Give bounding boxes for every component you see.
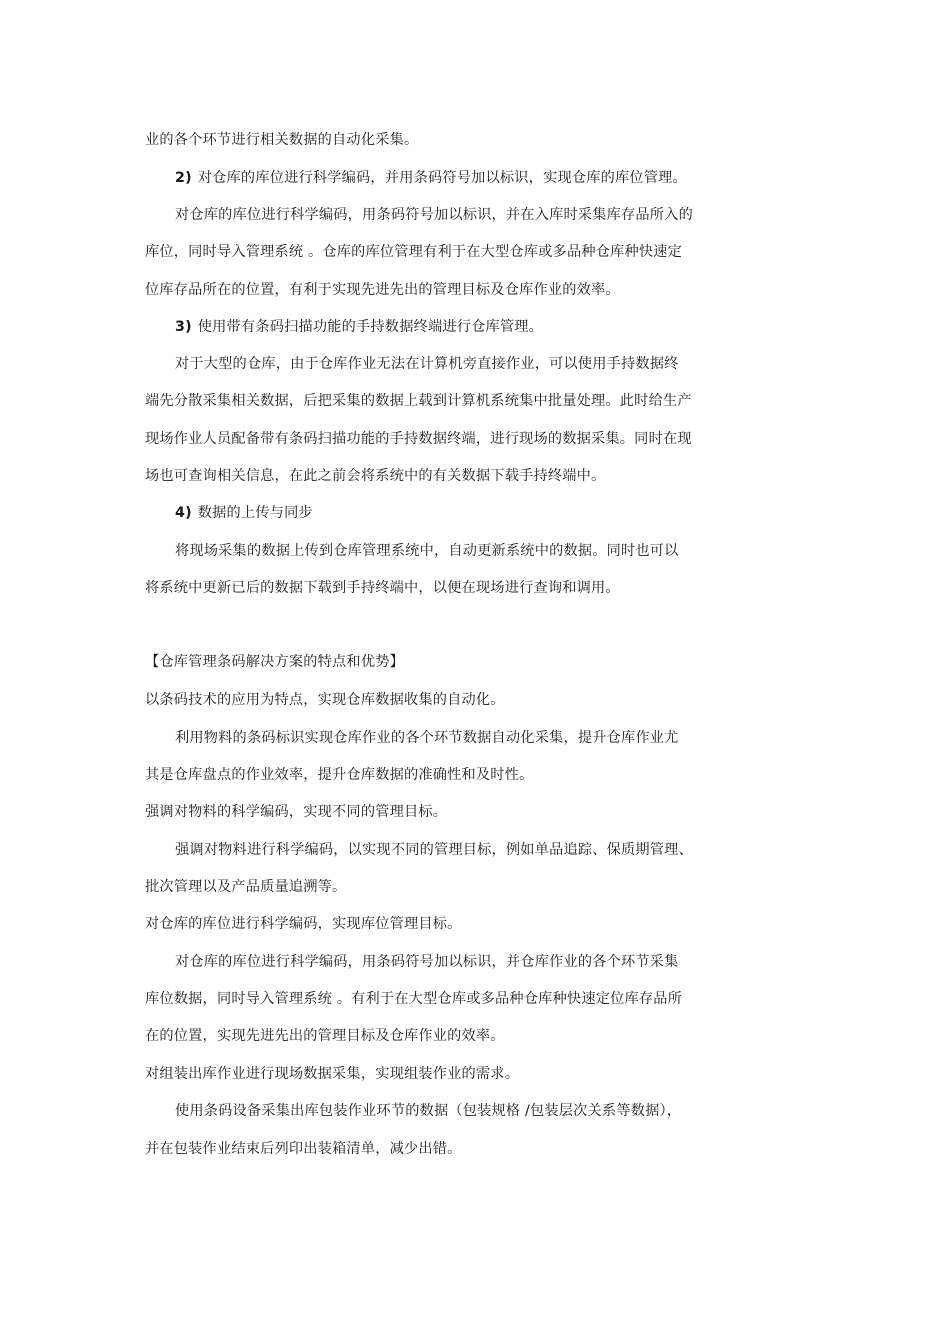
heading-text: 数据的上传与同步	[197, 505, 313, 521]
numbered-heading-2	[175, 168, 687, 188]
numbered-heading-4	[175, 503, 313, 523]
body-text-line: 对仓库的库位进行科学编码，用条码符号加以标识，并仓库作业的各个环节采集	[175, 954, 679, 970]
heading-text: 使用带有条码扫描功能的手持数据终端进行仓库管理。	[197, 319, 544, 335]
heading-number: 2)	[175, 170, 192, 186]
body-text-line: 业的各个环节进行相关数据的自动化采集。	[145, 132, 419, 148]
body-text-line: 将现场采集的数据上传到仓库管理系统中，自动更新系统中的数据。同时也可以	[175, 543, 679, 559]
body-text-line: 利用物料的条码标识实现仓库作业的各个环节数据自动化采集，提升仓库作业尤	[175, 730, 679, 746]
heading-text: 对仓库的库位进行科学编码，并用条码符号加以标识，实现仓库的库位管理。	[197, 170, 687, 186]
body-text-line: 端先分散采集相关数据，后把采集的数据上载到计算机系统集中批量处理。此时给生产	[145, 393, 692, 409]
body-text-line: 库位，同时导入管理系统 。仓库的库位管理有利于在大型仓库或多品种仓库种快速定	[145, 244, 683, 260]
body-text-line: 将系统中更新已后的数据下载到手持终端中，以便在现场进行查询和调用。	[145, 580, 620, 596]
body-text-line: 强调对物料进行科学编码，以实现不同的管理目标，例如单品追踪、保质期管理、	[175, 842, 693, 858]
body-text-line: 现场作业人员配备带有条码扫描功能的手持数据终端，进行现场的数据采集。同时在现	[145, 431, 692, 447]
body-text-line: 对仓库的库位进行科学编码，用条码符号加以标识，并在入库时采集库存品所入的	[175, 207, 693, 223]
body-text-line: 并在包装作业结束后列印出装箱清单，减少出错。	[145, 1141, 462, 1157]
body-text-line: 场也可查询相关信息，在此之前会将系统中的有关数据下载手持终端中。	[145, 468, 606, 484]
body-text-line: 位库存品所在的位置，有利于实现先进先出的管理目标及仓库作业的效率。	[145, 282, 620, 298]
heading-number: 4)	[175, 505, 192, 521]
body-text-line: 其是仓库盘点的作业效率，提升仓库数据的准确性和及时性。	[145, 767, 534, 783]
feature-heading: 以条码技术的应用为特点，实现仓库数据收集的自动化。	[145, 692, 505, 708]
body-text-line: 批次管理以及产品质量追溯等。	[145, 879, 347, 895]
feature-heading: 对组装出库作业进行现场数据采集，实现组装作业的需求。	[145, 1066, 520, 1082]
body-text-line: 对于大型的仓库，由于仓库作业无法在计算机旁直接作业，可以使用手持数据终	[175, 356, 679, 372]
section-title: 【仓库管理条码解决方案的特点和优势】	[145, 654, 404, 670]
body-text-line: 在的位置，实现先进先出的管理目标及仓库作业的效率。	[145, 1028, 505, 1044]
feature-heading: 强调对物料的科学编码，实现不同的管理目标。	[145, 804, 448, 820]
body-text-line: 库位数据，同时导入管理系统 。有利于在大型仓库或多品种仓库种快速定位库存品所	[145, 991, 683, 1007]
numbered-heading-3	[175, 317, 543, 337]
heading-number: 3)	[175, 319, 192, 335]
feature-heading: 对仓库的库位进行科学编码，实现库位管理目标。	[145, 916, 462, 932]
body-text-line: 使用条码设备采集出库包装作业环节的数据（包装规格 /包装层次关系等数据），	[175, 1103, 682, 1119]
